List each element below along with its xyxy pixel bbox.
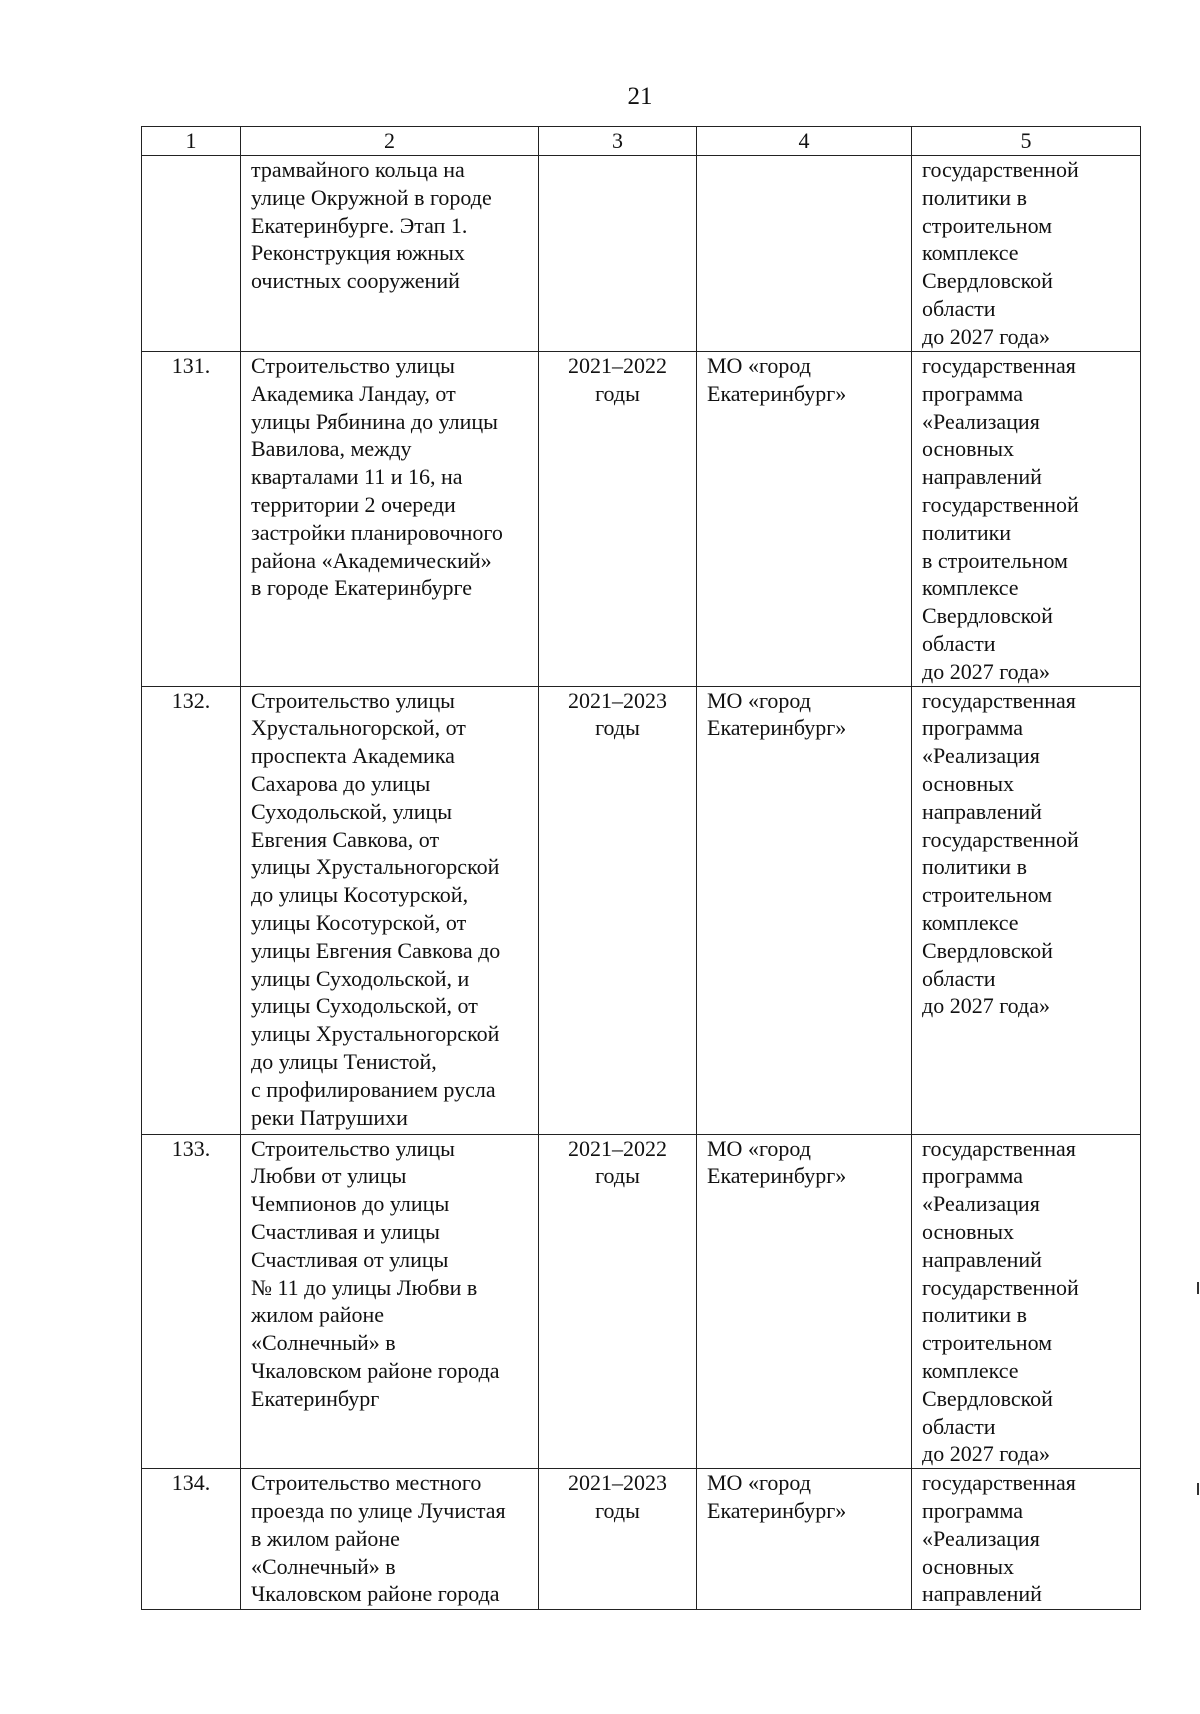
page-number: 21 xyxy=(627,83,653,110)
period-cell xyxy=(539,686,697,1134)
municipality-text: МО «город Екатеринбург» xyxy=(707,1470,847,1523)
row-number-cell: 132. xyxy=(142,686,241,1134)
object-name-cell xyxy=(241,352,539,687)
municipality-cell xyxy=(697,352,912,687)
municipality-cell xyxy=(697,156,912,352)
column-header-3: 3 xyxy=(539,127,697,156)
program-text: государственная программа «Реализация основных направлений xyxy=(922,1470,1076,1607)
object-name-text: Строительство улицы Любви от улицы Чемпионов до улицы Счастливая и улицы Счастливая от улицы № 11 до улицы Любви в жилом районе «Солнечный» в Чкаловском районе города Екатеринбург xyxy=(251,1135,500,1411)
object-name-text: трамвайного кольца на улице Окружной в городе Екатеринбурге. Этап 1. Реконструкция южных очистных сооружений xyxy=(251,157,492,294)
program-cell xyxy=(912,1134,1141,1469)
municipality-text: МО «город Екатеринбург» xyxy=(707,353,847,406)
municipality-text: МО «город Екатеринбург» xyxy=(707,1135,847,1189)
scan-artifact-mark xyxy=(1197,1282,1199,1294)
municipality-cell xyxy=(697,686,912,1134)
objects-table xyxy=(141,126,1141,1610)
table-row xyxy=(142,686,1141,1134)
object-name-text: Строительство улицы Академика Ландау, от улицы Рябинина до улицы Вавилова, между кварталами 11 и 16, на территории 2 очереди застройки планировочного района «Академический» в городе Екатеринбурге xyxy=(251,353,503,601)
program-text: государственной политики в строительном комплексе Свердловской области до 2027 года» xyxy=(922,157,1079,349)
period-text: 2021–2022 годы xyxy=(568,1135,667,1189)
table-row xyxy=(142,156,1141,352)
municipality-cell xyxy=(697,1134,912,1469)
municipality-cell xyxy=(697,1469,912,1610)
program-cell xyxy=(912,1469,1141,1610)
table-row xyxy=(142,1134,1141,1469)
municipality-text: МО «город Екатеринбург» xyxy=(707,687,847,741)
row-number-cell: 134. xyxy=(142,1469,241,1610)
period-text: 2021–2023 годы xyxy=(568,687,667,741)
program-cell xyxy=(912,686,1141,1134)
column-header-1: 1 xyxy=(142,127,241,156)
program-text: государственная программа «Реализация основных направлений государственной политики в строительном комплексе Свердловской области до 2027 года» xyxy=(922,353,1079,684)
table-row xyxy=(142,1469,1141,1610)
column-header-2: 2 xyxy=(241,127,539,156)
period-cell xyxy=(539,156,697,352)
row-number-cell: 131. xyxy=(142,352,241,687)
program-text: государственная программа «Реализация основных направлений государственной политики в строительном комплексе Свердловской области до 2027 года» xyxy=(922,1135,1079,1467)
column-header-4: 4 xyxy=(697,127,912,156)
period-cell xyxy=(539,352,697,687)
object-name-cell xyxy=(241,1469,539,1610)
row-number-cell: 133. xyxy=(142,1134,241,1469)
object-name-cell xyxy=(241,686,539,1134)
program-text: государственная программа «Реализация основных направлений государственной политики в строительном комплексе Свердловской области до 2027 года» xyxy=(922,687,1079,1019)
table-row xyxy=(142,352,1141,687)
object-name-text: Строительство местного проезда по улице Лучистая в жилом районе «Солнечный» в Чкаловском районе города xyxy=(251,1470,506,1607)
object-name-cell xyxy=(241,156,539,352)
program-cell xyxy=(912,352,1141,687)
period-text: 2021–2022 годы xyxy=(568,353,667,406)
period-cell xyxy=(539,1134,697,1469)
period-cell xyxy=(539,1469,697,1610)
period-text: 2021–2023 годы xyxy=(568,1470,667,1523)
object-name-text: Строительство улицы Хрустальногорской, от проспекта Академика Сахарова до улицы Суходольской, улицы Евгения Савкова, от улицы Хрустальногорской до улицы Косотурской, улицы Косотурской, от улицы Евгения Савкова до улицы Суходольской, и улицы Суходольской, от улицы Хрустальногорской до улицы Тенистой, с профилированием русла реки Патрушихи xyxy=(251,687,501,1130)
row-number-cell xyxy=(142,156,241,352)
table-header-row xyxy=(142,127,1141,156)
program-cell xyxy=(912,156,1141,352)
scan-artifact-mark xyxy=(1197,1483,1199,1495)
object-name-cell xyxy=(241,1134,539,1469)
column-header-5: 5 xyxy=(912,127,1141,156)
